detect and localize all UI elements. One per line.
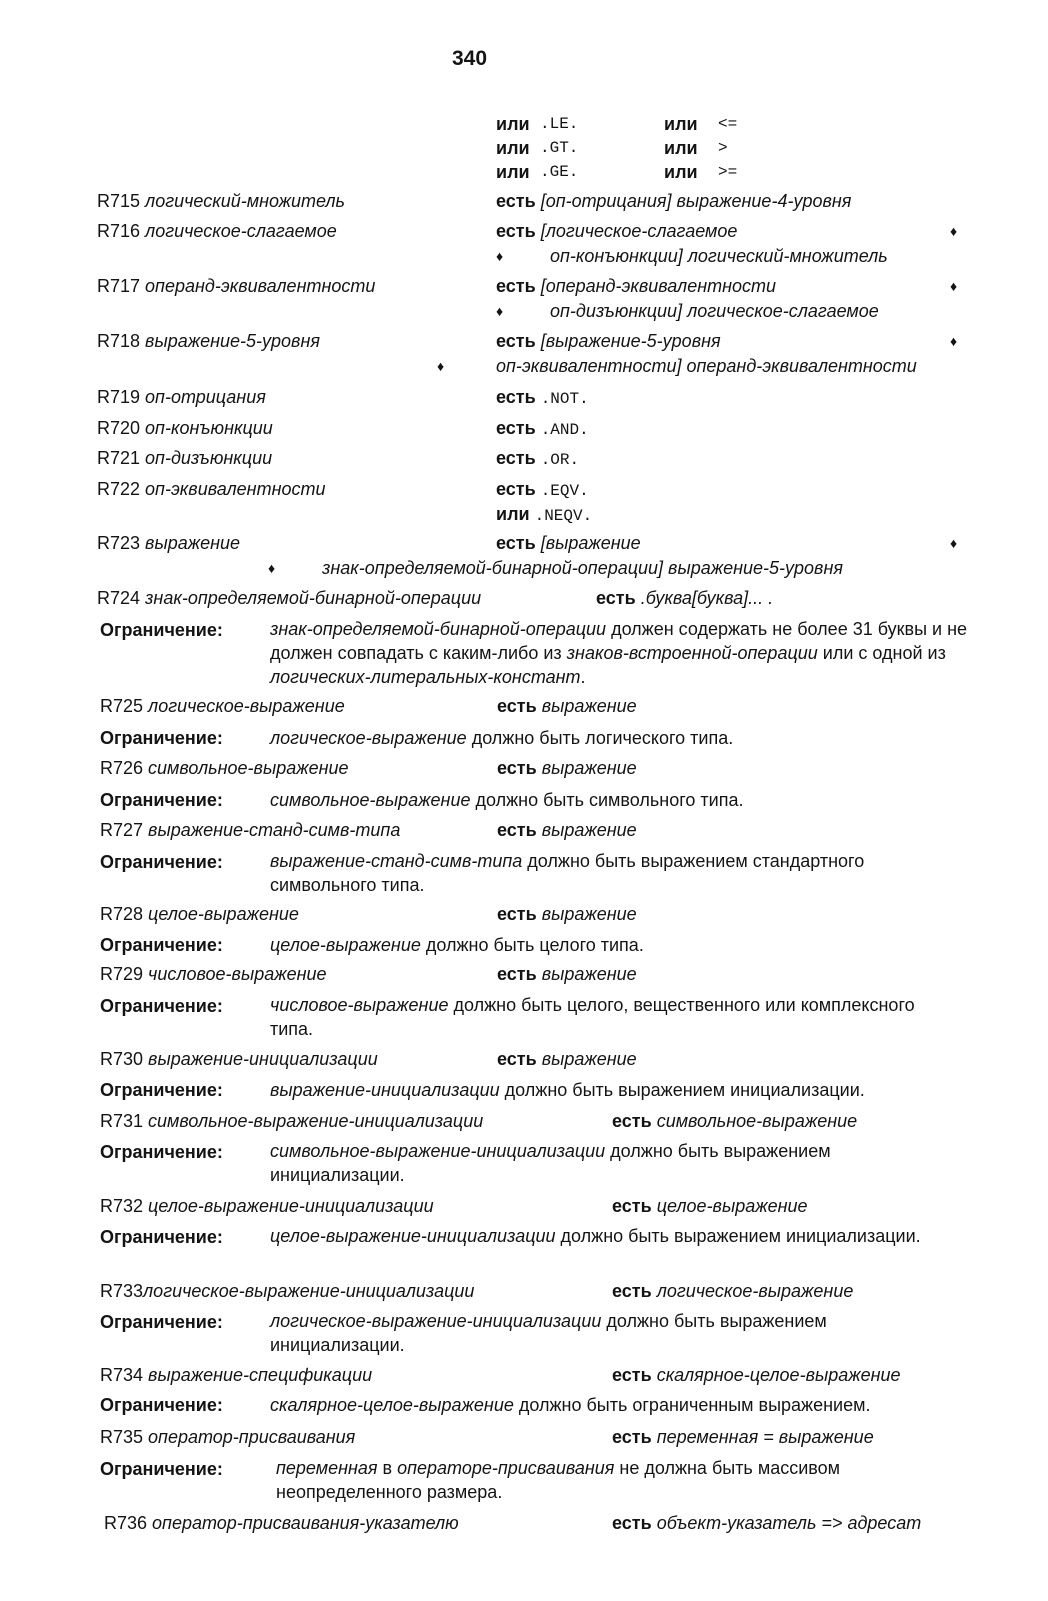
rule-definition: символьное-выражение [656, 1111, 858, 1131]
limitation-text [270, 934, 644, 956]
rule-lhs [100, 1426, 355, 1448]
rule-rhs [612, 1426, 874, 1448]
keyword-is: есть [497, 696, 537, 716]
rule-name: знак-определяемой-бинарной-операции [145, 588, 482, 608]
keyword-is: есть [496, 276, 536, 296]
limitation-text [270, 993, 920, 1041]
rule-name: оп-конъюнкции [145, 418, 273, 438]
rule-definition: .OR. [540, 451, 580, 469]
term: логическое-выражение [270, 728, 467, 748]
text: должен содержать не более 31 буквы и не должен совпадать с каким-либо из [270, 619, 968, 663]
keyword-is: есть [496, 331, 536, 351]
keyword-or: или [496, 114, 530, 134]
rule-rhs [612, 1364, 901, 1386]
limitation-label: Ограничение: [100, 620, 223, 640]
op-symbol: <= [718, 115, 738, 133]
rule-lhs [104, 1512, 459, 1534]
rule-lhs [97, 447, 272, 469]
keyword-is: есть [496, 418, 536, 438]
rule-name: числовое-выражение [148, 964, 327, 984]
term: операторе-присваивания [397, 1458, 615, 1478]
rule-lhs [100, 757, 349, 779]
rule-name: оп-отрицания [145, 387, 266, 407]
rule-lhs [97, 220, 337, 242]
rule-name: логический-множитель [145, 191, 346, 211]
keyword-is: есть [497, 820, 537, 840]
continuation-diamond-icon: ♦ [437, 358, 445, 374]
keyword-is: есть [496, 533, 536, 553]
rule-rhs [496, 190, 851, 212]
limitation-text [270, 1079, 865, 1101]
keyword-is: есть [496, 448, 536, 468]
limitation-label: Ограничение: [100, 1459, 223, 1479]
op-symbol: >= [718, 163, 738, 181]
op-code: .GE. [540, 163, 579, 181]
rule-name: выражение-инициализации [148, 1049, 378, 1069]
rule-id: R715 [97, 191, 141, 211]
rule-name: символьное-выражение-инициализации [148, 1111, 484, 1131]
term: символьное-выражение [270, 790, 471, 810]
keyword-is: есть [612, 1427, 652, 1447]
rule-name: оп-дизъюнкции [145, 448, 273, 468]
rule-rhs [612, 1512, 921, 1534]
rule-id: R716 [97, 221, 141, 241]
continuation-diamond-icon: ♦ [950, 333, 958, 349]
rule-name: логическое-выражение-инициализации [143, 1281, 475, 1301]
rule-rhs [612, 1110, 857, 1132]
rule-rhs [496, 386, 589, 410]
text: должно быть выражением инициализации. [555, 1226, 921, 1246]
limitation-label: Ограничение: [100, 852, 223, 872]
term: символьное-выражение-инициализации [270, 1141, 606, 1161]
continuation-diamond-icon: ♦ [496, 248, 504, 264]
continuation-diamond-icon: ♦ [950, 535, 958, 551]
limitation-label: Ограничение: [100, 1395, 223, 1415]
rule-rhs [496, 220, 737, 242]
rule-definition: переменная = выражение [656, 1427, 874, 1447]
rule-definition: скалярное-целое-выражение [656, 1365, 901, 1385]
text: должно быть выражением инициализации. [270, 1141, 831, 1185]
limitation-label: Ограничение: [100, 1080, 223, 1100]
rule-definition: [выражение-5-уровня [540, 331, 721, 351]
rule-rhs [497, 695, 637, 717]
rule-lhs [97, 330, 320, 352]
keyword-or: или [664, 114, 698, 134]
limitation-text [270, 617, 970, 689]
rule-id: R721 [97, 448, 141, 468]
rule-definition: [оп-отрицания] выражение-4-уровня [540, 191, 852, 211]
limitation-label: Ограничение: [100, 1142, 223, 1162]
limitation-text [270, 1224, 930, 1248]
rule-id: R729 [100, 964, 144, 984]
rule-rhs [496, 330, 721, 352]
rule-rhs [496, 275, 776, 297]
continuation-diamond-icon: ♦ [950, 223, 958, 239]
rule-lhs [100, 819, 400, 841]
rule-name: логическое-слагаемое [145, 221, 337, 241]
rule-lhs [97, 532, 240, 554]
rule-name: оператор-присваивания-указателю [152, 1513, 459, 1533]
rule-lhs [100, 1364, 372, 1386]
rule-id: R736 [104, 1513, 148, 1533]
op-symbol: > [718, 139, 728, 157]
rule-definition: целое-выражение [656, 1196, 808, 1216]
limitation-text [270, 1394, 871, 1416]
text: должно быть выражением инициализации. [270, 1311, 827, 1355]
rule-rhs [497, 819, 637, 841]
keyword-is: есть [612, 1111, 652, 1131]
term: знак-определяемой-бинарной-операции [270, 619, 607, 639]
rule-name: выражение-спецификации [148, 1365, 373, 1385]
rule-name: выражение [145, 533, 241, 553]
op-code: .LE. [540, 115, 579, 133]
rule-rhs [496, 532, 641, 554]
rule-id: R734 [100, 1365, 144, 1385]
keyword-is: есть [497, 1049, 537, 1069]
keyword-or: или [496, 504, 530, 524]
rule-id: R725 [100, 696, 144, 716]
rule-name: операнд-эквивалентности [145, 276, 376, 296]
rule-name: оператор-присваивания [148, 1427, 356, 1447]
rule-rhs [496, 447, 579, 471]
text: должно быть ограниченным выражением. [513, 1395, 871, 1415]
rule-definition: выражение [541, 696, 637, 716]
rule-name: логическое-выражение [148, 696, 345, 716]
rule-definition: выражение [541, 1049, 637, 1069]
rule-rhs [497, 757, 637, 779]
rule-id: R735 [100, 1427, 144, 1447]
rule-definition: .буква[буква]... . [640, 588, 774, 608]
rule-id: R720 [97, 418, 141, 438]
rule-definition: .NEQV. [534, 507, 593, 525]
keyword-is: есть [497, 964, 537, 984]
term: логических-литеральных-констант [270, 667, 581, 687]
rule-definition-cont: знак-определяемой-бинарной-операции] выражение-5-уровня [322, 558, 843, 578]
term: целое-выражение-инициализации [270, 1226, 556, 1246]
rule-id: R730 [100, 1049, 144, 1069]
keyword-is: есть [497, 904, 537, 924]
page-number: 340 [452, 47, 488, 70]
term: переменная [276, 1458, 378, 1478]
limitation-label: Ограничение: [100, 1227, 223, 1247]
keyword-is: есть [496, 387, 536, 407]
rule-id: R718 [97, 331, 141, 351]
rule-id: R728 [100, 904, 144, 924]
limitation-text [276, 1456, 956, 1504]
rule-id: R723 [97, 533, 141, 553]
limitation-label: Ограничение: [100, 1312, 223, 1332]
rule-lhs [100, 695, 345, 717]
text: в [377, 1458, 398, 1478]
keyword-or: или [496, 138, 530, 158]
rule-lhs [100, 963, 327, 985]
limitation-label: Ограничение: [100, 790, 223, 810]
rule-lhs [100, 1280, 474, 1302]
rule-definition: выражение [541, 904, 637, 924]
rule-name: выражение-станд-симв-типа [148, 820, 401, 840]
keyword-or: или [496, 162, 530, 182]
limitation-text [270, 1139, 950, 1187]
rule-id: R717 [97, 276, 141, 296]
keyword-is: есть [497, 758, 537, 778]
keyword-is: есть [612, 1365, 652, 1385]
op-line [496, 161, 738, 183]
keyword-is: есть [496, 191, 536, 211]
limitation-text [270, 849, 970, 897]
rule-id: R719 [97, 387, 141, 407]
term: выражение-инициализации [270, 1080, 500, 1100]
rule-lhs [100, 1048, 378, 1070]
rule-definition-cont: оп-конъюнкции] логический-множитель [550, 246, 888, 266]
rule-definition: .AND. [540, 421, 589, 439]
rule-rhs [496, 417, 589, 441]
keyword-is: есть [612, 1196, 652, 1216]
text: или с одной из [817, 643, 946, 663]
term: числовое-выражение [270, 995, 449, 1015]
rule-definition: [выражение [540, 533, 641, 553]
rule-definition: выражение [541, 820, 637, 840]
continuation-diamond-icon: ♦ [268, 560, 276, 576]
rule-definition: логическое-выражение [656, 1281, 854, 1301]
rule-lhs [97, 417, 273, 439]
keyword-or: или [664, 162, 698, 182]
keyword-is: есть [596, 588, 636, 608]
keyword-is: есть [612, 1513, 652, 1533]
term: выражение-станд-симв-типа [270, 851, 523, 871]
text: должно быть символьного типа. [470, 790, 744, 810]
rule-definition: [операнд-эквивалентности [540, 276, 777, 296]
rule-lhs [97, 478, 326, 500]
term: скалярное-целое-выражение [270, 1395, 514, 1415]
rule-lhs [97, 386, 266, 408]
limitation-text [270, 727, 733, 749]
rule-id: R724 [97, 588, 141, 608]
limitation-label: Ограничение: [100, 935, 223, 955]
rule-lhs [97, 190, 345, 212]
rule-definition: .NOT. [540, 390, 589, 408]
rule-id: R731 [100, 1111, 144, 1131]
rule-id: R727 [100, 820, 144, 840]
text: должно быть выражением стандартного символьного типа. [270, 851, 865, 895]
rule-rhs [612, 1280, 853, 1302]
op-code: .GT. [540, 139, 579, 157]
text: должно быть логического типа. [466, 728, 734, 748]
rule-rhs [497, 903, 637, 925]
text: должно быть целого, вещественного или комплексного типа. [270, 995, 915, 1039]
rule-lhs [100, 1110, 483, 1132]
rule-id: R732 [100, 1196, 144, 1216]
rule-rhs [496, 478, 589, 502]
term: знаков-встроенной-операции [566, 643, 818, 663]
rule-definition-cont: оп-эквивалентности] операнд-эквивалентности [496, 356, 917, 376]
rule-name: целое-выражение [148, 904, 299, 924]
text: . [580, 667, 586, 687]
continuation-diamond-icon: ♦ [950, 278, 958, 294]
rule-name: выражение-5-уровня [145, 331, 320, 351]
rule-rhs [497, 1048, 637, 1070]
keyword-is: есть [496, 221, 536, 241]
rule-definition: .EQV. [540, 482, 589, 500]
keyword-or: или [664, 138, 698, 158]
op-line [496, 113, 738, 135]
op-line [496, 137, 728, 159]
keyword-is: есть [496, 479, 536, 499]
rule-id: R726 [100, 758, 144, 778]
rule-definition: объект-указатель => адресат [656, 1513, 922, 1533]
rule-id: R733 [100, 1281, 144, 1301]
limitation-text [270, 1309, 930, 1357]
rule-name: символьное-выражение [148, 758, 349, 778]
text: должно быть выражением инициализации. [499, 1080, 865, 1100]
rule-definition: выражение [541, 758, 637, 778]
text: должно быть целого типа. [420, 935, 644, 955]
limitation-label: Ограничение: [100, 996, 223, 1016]
rule-rhs [612, 1195, 808, 1217]
rule-lhs [97, 275, 375, 297]
rule-rhs [497, 963, 637, 985]
rule-lhs [100, 1195, 434, 1217]
rule-lhs [97, 587, 481, 609]
rule-definition: [логическое-слагаемое [540, 221, 738, 241]
continuation-diamond-icon: ♦ [496, 303, 504, 319]
rule-name: целое-выражение-инициализации [148, 1196, 434, 1216]
rule-id: R722 [97, 479, 141, 499]
limitation-label: Ограничение: [100, 728, 223, 748]
rule-name: оп-эквивалентности [145, 479, 326, 499]
rule-rhs [596, 587, 773, 609]
term: логическое-выражение-инициализации [270, 1311, 602, 1331]
rule-rhs-alt [496, 503, 592, 527]
keyword-is: есть [612, 1281, 652, 1301]
text: не должна быть массивом неопределенного размера. [276, 1458, 840, 1502]
rule-definition-cont: оп-дизъюнкции] логическое-слагаемое [550, 301, 879, 321]
rule-definition: выражение [541, 964, 637, 984]
term: целое-выражение [270, 935, 421, 955]
rule-lhs [100, 903, 299, 925]
limitation-text [270, 789, 743, 811]
